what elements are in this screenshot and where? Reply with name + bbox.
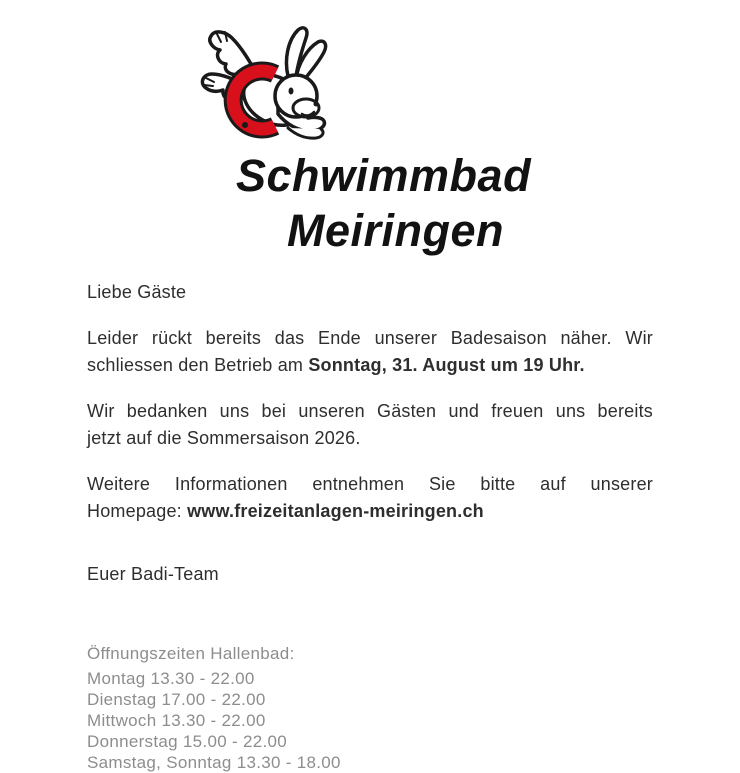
org-title-line1: Schwimmbad bbox=[236, 150, 532, 201]
closing-datetime-bold: Sonntag, 31. August um 19 Uhr. bbox=[308, 355, 585, 375]
paragraph-line: Leider rückt bereits das Ende unserer Badesaison näher. Wir bbox=[87, 328, 653, 348]
homepage-paragraph bbox=[87, 471, 653, 525]
opening-hours-row: Samstag, Sonntag 13.30 - 18.00 bbox=[87, 753, 341, 772]
thanks-paragraph bbox=[87, 398, 653, 452]
signoff-text: Euer Badi-Team bbox=[87, 564, 219, 584]
diving-rabbit-logo-icon bbox=[192, 22, 332, 152]
org-title-line2: Meiringen bbox=[287, 205, 505, 256]
paragraph-text: schliessen den Betrieb am bbox=[87, 355, 309, 375]
greeting-text: Liebe Gäste bbox=[87, 282, 187, 302]
homepage-url-bold: www.freizeitanlagen-meiringen.ch bbox=[187, 501, 484, 521]
opening-hours-section bbox=[87, 643, 653, 773]
letterhead bbox=[0, 0, 740, 270]
season-closing-paragraph bbox=[87, 325, 653, 379]
paragraph-line: jetzt auf die Sommersaison 2026. bbox=[87, 428, 361, 448]
paragraph-text: Homepage: bbox=[87, 501, 188, 521]
opening-hours-row: Dienstag 17.00 - 22.00 bbox=[87, 690, 266, 709]
opening-hours-row: Donnerstag 15.00 - 22.00 bbox=[87, 732, 288, 751]
notice-body bbox=[0, 279, 740, 773]
opening-hours-row: Montag 13.30 - 22.00 bbox=[87, 669, 255, 688]
paragraph-line: Weitere Informationen entnehmen Sie bitte auf unserer bbox=[87, 474, 653, 494]
paragraph-line bbox=[87, 352, 653, 379]
paragraph-line: Wir bedanken uns bei unseren Gästen und freuen uns bereits bbox=[87, 401, 653, 421]
paragraph-line bbox=[87, 498, 653, 525]
opening-hours-row: Mittwoch 13.30 - 22.00 bbox=[87, 711, 266, 730]
opening-hours-heading: Öffnungszeiten Hallenbad: bbox=[87, 644, 295, 663]
